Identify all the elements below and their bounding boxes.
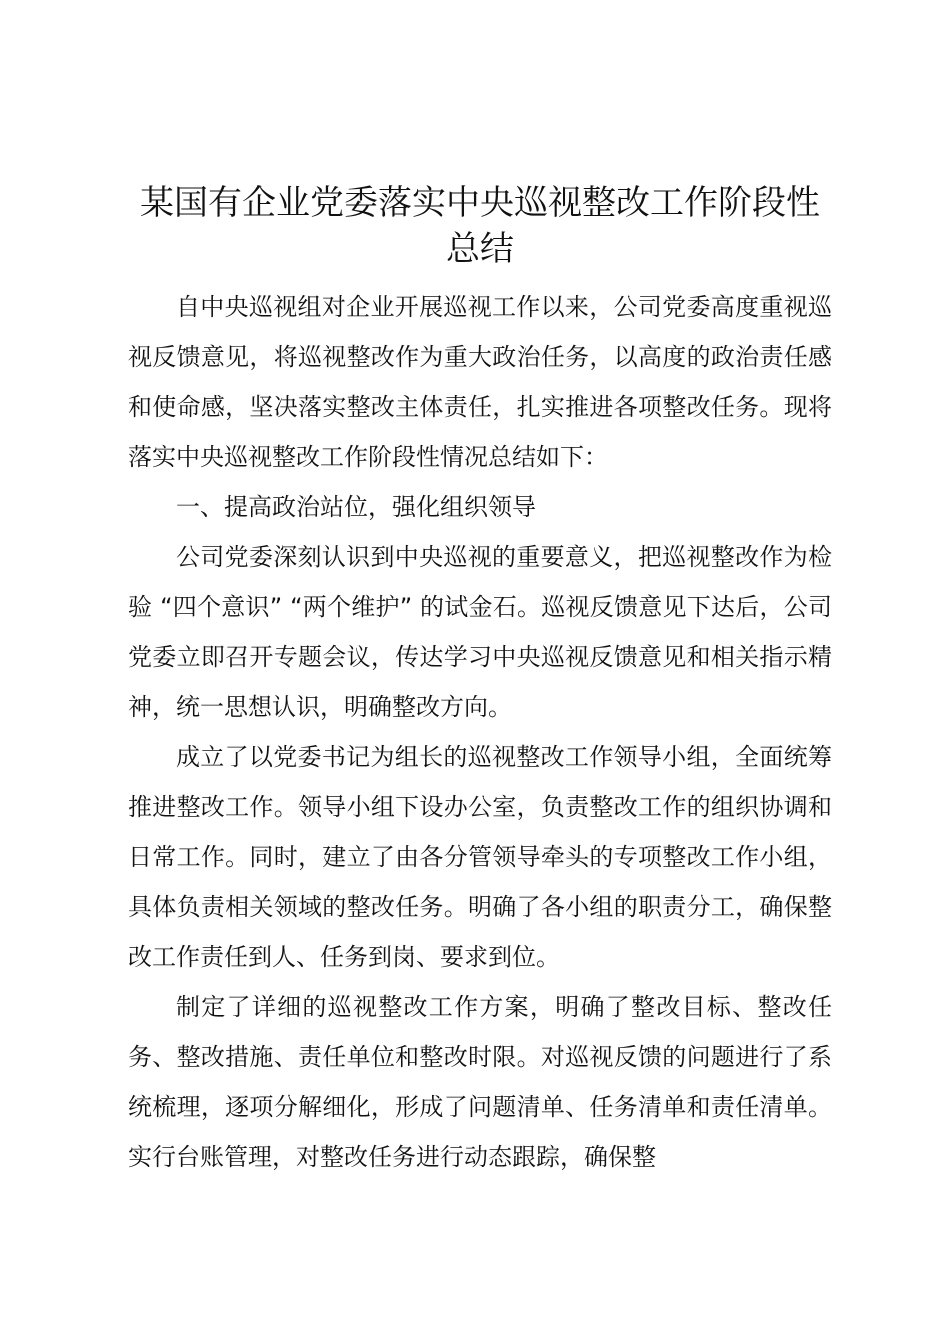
document-title: 某国有企业党委落实中央巡视整改工作阶段性 总结 [140, 183, 820, 269]
paragraph-2: 成立了以党委书记为组长的巡视整改工作领导小组，全面统筹推进整改工作。领导小组下设办公室，负责整改工作的组织协调和日常工作。同时，建立了由各分管领导牵头的专项整改工作小组，具体负责相关领域的整改任务。明确了各小组的职责分工，确保整改工作责任到人、任务到岗、要求到位。 [128, 743, 832, 971]
document-body [128, 282, 832, 1182]
paragraph-1: 公司党委深刻认识到中央巡视的重要意义，把巡视整改作为检验 “四个意识” “两个维护” 的试金石。巡视反馈意见下达后，公司党委立即召开专题会议，传达学习中央巡视反馈意见和相关指示精神，统一思想认识，明确整改方向。 [128, 543, 832, 721]
paragraph-3: 制定了详细的巡视整改工作方案，明确了整改目标、整改任务、整改措施、责任单位和整改时限。对巡视反馈的问题进行了系统梳理，逐项分解细化，形成了问题清单、任务清单和责任清单。实行台账管理，对整改任务进行动态跟踪，确保整 [128, 993, 832, 1171]
paragraph-intro: 自中央巡视组对企业开展巡视工作以来，公司党委高度重视巡视反馈意见，将巡视整改作为重大政治任务，以高度的政治责任感和使命感，坚决落实整改主体责任，扎实推进各项整改任务。现将落实中央巡视整改工作阶段性情况总结如下： [128, 293, 832, 471]
section-heading-1: 一、提高政治站位，强化组织领导 [176, 493, 536, 521]
document-page [128, 180, 832, 1182]
